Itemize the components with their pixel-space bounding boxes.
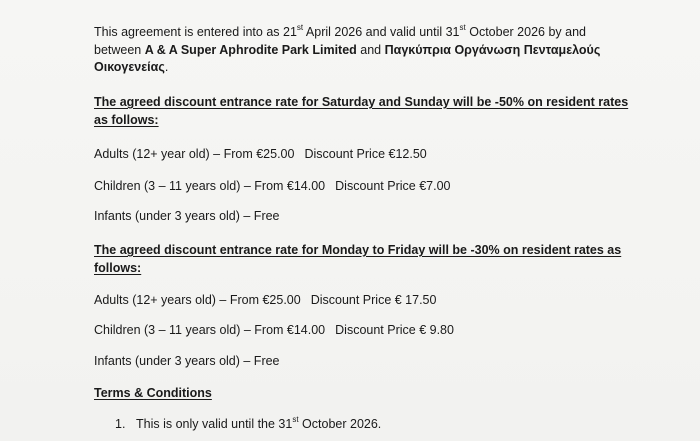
weekday-heading: The agreed discount entrance rate for Monday to Friday will be -30% on resident rates as: [94, 243, 622, 257]
intro-line-2: between A & A Super Aphrodite Park Limited and Παγκύπρια Οργάνωση Πενταμελούς: [94, 43, 601, 57]
intro-line-1: This agreement is entered into as 21st April 2026 and valid until 31st October 2026 by and: [94, 22, 586, 39]
weekday-adults-discount: Discount Price € 17.50: [310, 293, 437, 307]
party-2: Παγκύπρια Οργάνωση Πενταμελούς: [384, 43, 601, 57]
weekday-adults-row: Adults (12+ years old) – From €25.00 Discount Price € 17.50: [94, 293, 437, 307]
weekday-infants-row: Infants (under 3 years old) – Free: [94, 354, 280, 368]
weekend-heading-cont: as follows:: [94, 113, 159, 127]
intro-line-3: Οικογενείας.: [94, 60, 169, 74]
weekday-children-row: Children (3 – 11 years old) – From €14.00 Discount Price € 9.80: [94, 323, 454, 337]
weekend-heading: The agreed discount entrance rate for Saturday and Sunday will be -50% on resident rates: [94, 95, 629, 109]
weekend-children-discount: Discount Price €7.00: [335, 179, 451, 193]
weekday-heading-cont: follows:: [94, 261, 142, 275]
party-1: A & A Super Aphrodite Park Limited: [144, 43, 357, 57]
weekend-children-row: Children (3 – 11 years old) – From €14.00 Discount Price €7.00: [94, 179, 451, 193]
weekend-infants-row: Infants (under 3 years old) – Free: [94, 209, 280, 223]
terms-item-text: This is only valid until the 31st October 2026.: [136, 414, 382, 431]
weekday-children-discount: Discount Price € 9.80: [335, 323, 454, 337]
weekend-adults-row: Adults (12+ year old) – From €25.00 Discount Price €12.50: [94, 147, 427, 161]
weekend-adults-discount: Discount Price €12.50: [304, 147, 427, 161]
terms-heading: Terms & Conditions: [94, 386, 212, 400]
terms-item-number: 1.: [115, 417, 126, 431]
